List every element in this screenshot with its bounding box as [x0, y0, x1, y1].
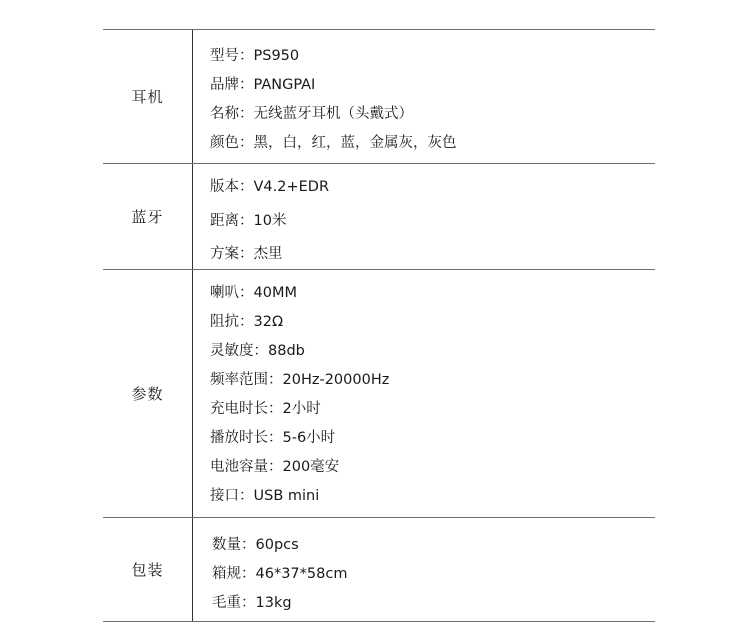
spec-item: 电池容量：200毫安: [210, 459, 340, 475]
spec-item: 距离：10米: [210, 213, 287, 229]
spec-item: 型号：PS950: [210, 48, 300, 64]
column-divider: [192, 30, 193, 163]
spec-item: 品牌：PANGPAI: [210, 77, 316, 93]
category-label: 蓝牙: [131, 208, 164, 226]
spec-item: 阻抗：32Ω: [210, 314, 284, 330]
spec-item: 灵敏度：88db: [210, 343, 305, 359]
spec-item: 毛重：13kg: [212, 595, 292, 611]
section-packaging: [103, 517, 655, 622]
spec-item: 方案：杰里: [210, 246, 283, 262]
spec-item: 频率范围：20Hz-20000Hz: [210, 372, 390, 388]
spec-item: 版本：V4.2+EDR: [210, 179, 330, 195]
spec-table: [103, 29, 655, 622]
spec-item: 充电时长：2小时: [210, 401, 321, 417]
section-parameters: [103, 269, 655, 517]
spec-item: 播放时长：5-6小时: [210, 430, 336, 446]
spec-item: 数量：60pcs: [212, 537, 299, 553]
category-label: 参数: [131, 385, 164, 403]
spec-item: 颜色：黑，白，红，蓝，金属灰，灰色: [210, 135, 457, 151]
column-divider: [192, 270, 193, 517]
spec-item: 名称：无线蓝牙耳机（头戴式）: [210, 106, 413, 122]
category-label: 耳机: [131, 88, 164, 106]
spec-item: 喇叭：40MM: [210, 285, 297, 301]
section-bluetooth: [103, 163, 655, 269]
section-earphone: [103, 29, 655, 163]
spec-item: 接口：USB mini: [210, 488, 320, 504]
category-label: 包装: [131, 561, 164, 579]
column-divider: [192, 518, 193, 621]
column-divider: [192, 164, 193, 269]
spec-item: 箱规：46*37*58cm: [212, 566, 348, 582]
